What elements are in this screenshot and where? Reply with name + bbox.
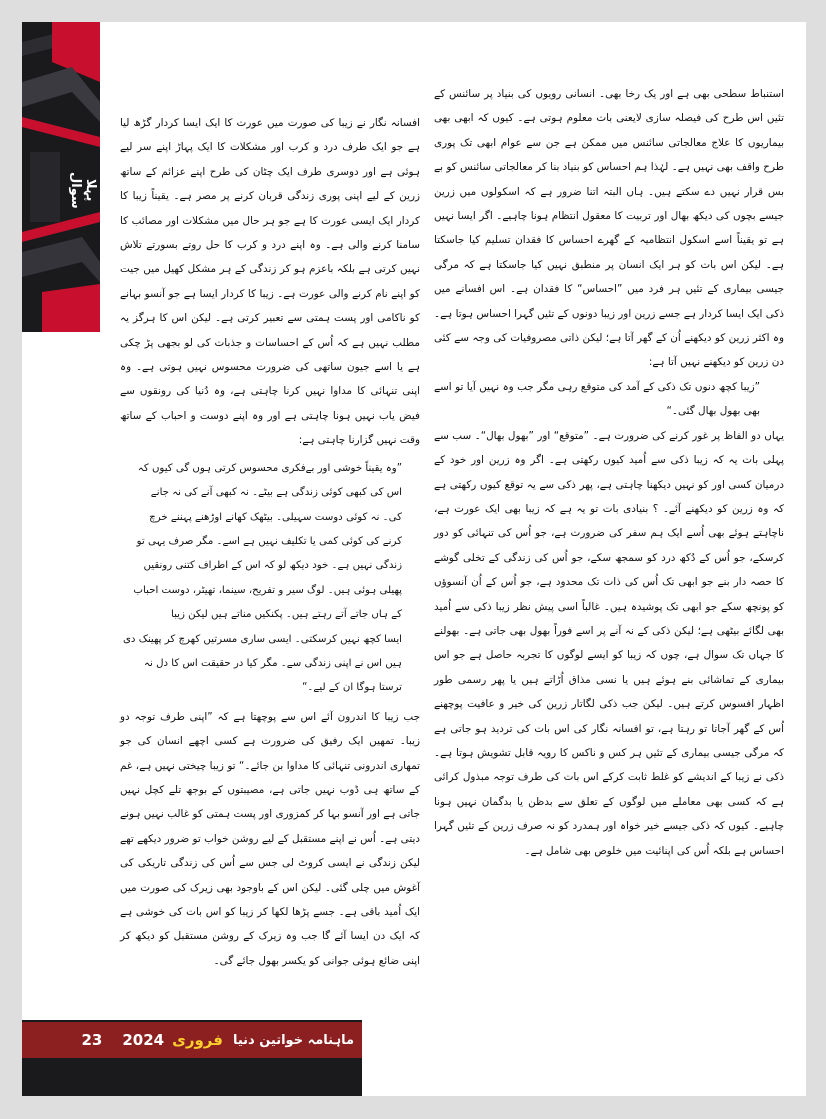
quote-line: اس کی کبھی کوئی زندگی ہے بیٹے۔ نہ کبھی آنے کی نہ جانے [150, 487, 402, 499]
right-paragraph-2: یہاں دو الفاظ پر غور کرنے کی ضرورت ہے۔ ”متوقع“ اور ”بھول بھال“۔ سب سے پہلی بات یہ کہ زیبا ذکی سے اُمید کیوں رکھتی ہے۔ اگر وہ زرین اور خود کے درمیان کسی اور کو نہیں دیکھنا چاہتی ہے، پھر ذکی سے یہ توقع کیوں رکھتی ہے کہ وہ زرین کو دیکھنے آئے۔ ؟ بنیادی بات تو یہ ہے کہ زیبا بھی ایک عورت ہے، ناچاہتے ہوئے بھی اُسے ایک ہم سفر کی ضرورت ہے، جو اُس کی تنہائی کو دور کرسکے، جو اُس کے دُکھ درد کو سمجھ سکے، جو اُس کی زندگی کے تخلی گوشے کا حصہ دار بنے جو ابھی تک اُس کی ذات تک محدود ہے، جو اُس کے اُن آنسوؤں کو پونچھ سکے جو ابھی تک پوشیدہ ہیں۔ غالباً اسی پیش نظر زیبا ذکی سے اُمید بھی لگائے بیٹھی ہے؛ لیکن ذکی کے نہ آنے پر اسے فوراً بھول بھی جاتی ہے۔ بھولنے کا جہاں تک سوال ہے، چوں کہ زیبا کو ایسے لوگوں کا تجربہ حاصل ہے جو اس بیماری کے تماشائی بنے ہوئے ہیں یا نسی مذاق اُڑاتے ہیں یا پھر رسمی طور اظہار افسوس کرتے ہیں۔ لیکن جب ذکی لگاتار زرین کی خیر و عافیت پوچھنے اُس کے گھر آجاتا تو رہتا ہے، تو افسانہ نگار کی اس بات کی تردید ہو جاتی ہے کہ مرگی جیسی بیماری کے تئیں ہر کس و ناکس کا رویہ قابل تشویش ہوتا ہے۔ ذکی نے زیبا کے اندیشے کو غلط ثابت کرکے اس بات کی طرف توجہ مبذول کرائی ہے کہ کسی بھی معاملے میں لوگوں کے تعلق سے بدظن یا بدگمان نہیں ہونا چاہیے۔ کیوں کہ ذکی جیسے خیر خواہ اور ہمدرد کو نہ صرف زرین کے تئیں گہرا احساس ہے بلکہ اُس کی اپنائیت میں خلوص بھی شامل ہے۔ [434, 429, 784, 857]
issue-year: 2024 [122, 1031, 165, 1049]
left-column [120, 111, 420, 973]
right-quote: ”زیبا کچھ دنوں تک ذکی کے آمد کی متوقع رہی مگر جب وہ نہیں آیا تو اسے بھی بھول بھال گئی۔“ [434, 380, 760, 418]
quote-line: ہیں اس نے اپنی زندگی سے۔ مگر کیا در حقیقت اس کا دل نہ [144, 657, 402, 669]
quote-line: زندگی نہیں ہے۔ خود دیکھ لو کہ اس کے اطراف کتنی رونقیں [143, 560, 402, 572]
quote-line: کے ہاں جاتے آتے رہتے ہیں۔ پکنکیں مناتے ہیں لیکن زیبا [170, 609, 402, 621]
right-paragraph-1: استنباط سطحی بھی ہے اور یک رخا بھی۔ انسانی رویوں کی بنیاد پر سائنس کے تئیں اس طرح کی فیصلہ سازی لایعنی بات معلوم ہوتی ہے۔ کیوں کہ ابھی بھی بیماریوں کا علاج معالجاتی سائنس میں ممکن ہے جن سے عوام ابھی تک پوری طرح واقف بھی نہیں ہے۔ لہٰذا ہم احساس کو بنیاد بنا کر معالجاتی سائنس کو بے بس قرار نہیں دے سکتے ہیں۔ ہاں البتہ اتنا ضرور ہے کہ اسکولوں میں زرین جیسے بچوں کی دیکھ بھال اور تربیت کا معقول انتظام ہونا چاہیے۔ اگر ایسا نہیں ہے تو یقیناً اسے اسکول انتظامیہ کے گھرے احساس کا فقدان تسلیم کیا جاسکتا ہے۔ لیکن اس بات کو ہر ایک انسان پر منطبق نہیں کیا جاسکتا ہے کہ مرگی جیسی بیماری کے تئیں ہر فرد میں ”احساس“ کا فقدان ہے۔ اس افسانے میں ذکی ایک ایسا کردار ہے جسے زرین اور زیبا دونوں کے تئیں گہرا احساس ہوتا ہے۔ وہ اکثر زرین کو دیکھنے اُن کے گھر آتا ہے؛ لیکن ذاتی مصروفیات کی وجہ سے کئی دن زرین کو دیکھنے نہیں آتا ہے: [434, 88, 784, 369]
magazine-name: ماہنامہ خواتین دنیا [232, 1032, 354, 1048]
quote-line: ترستا ہوگا ان کے لیے۔“ [302, 682, 402, 694]
quote-line: کی۔ نہ کوئی دوست سہیلی۔ بیٹھک کھانے اوڑھنے پہننے خرچ [149, 511, 402, 523]
page-footer [22, 1022, 362, 1058]
left-paragraph-outro: جب زیبا کا اندرون آئے اس سے پوچھتا ہے کہ ”اپنی طرف توجہ دو زیبا۔ تمھیں ایک رفیق کی ضرورت ہے کسی اچھے انسان کی جو تمھاری اندرونی تنہائی کا مداوا بن جائے۔“ تو زیبا چیختی نہیں ہے، غم کے ساتھ ہی ڈوب نہیں جاتی ہے، مصیبتوں کے بوجھ تلے کچل نہیں جاتی ہے اور آنسو بہا کر کمزوری اور پست ہمتی کو غالب نہیں ہونے دیتی ہے۔ اُس نے اپنے مستقبل کے لیے روشن خواب تو ضرور دیکھے تھے لیکن زندگی نے ایسی کروٹ لی جس سے اُس کی زندگی تاریکی کی آغوش میں چلی گئی۔ لیکن اس کے باوجود بھی زیرک کی صورت میں ایک اُمید باقی ہے۔ جسے پڑھا لکھا کر زیبا کو اس بات کی خوشی ہے کہ ایک دن ایسا آئے گا جب وہ زیرک کے روشن مستقبل کو دیکھ کر اپنی ضائع ہوئی جوانی کو یکسر بھول جائے گی۔ [120, 710, 420, 967]
section-label: پہلا سوال [68, 171, 98, 209]
magazine-page [22, 22, 806, 1096]
right-column [434, 82, 784, 863]
side-banner [22, 22, 100, 332]
quote-line: کرنے کی کوئی کمی یا تکلیف نہیں ہے اسے۔ مگر صرف یہی تو [136, 535, 402, 547]
quote-line: ”وہ یقیناً خوشی اور بےفکری محسوس کرتی ہوں گی کیوں کہ [137, 462, 402, 474]
left-paragraph-intro: افسانہ نگار نے زیبا کی صورت میں عورت کا ایک ایسا کردار گڑھ لیا ہے جو ایک طرف درد و کرب اور مشکلات کا ایک پہاڑ اپنے سر لیے ہوئی ہے اور دوسری طرف ایک چٹان کی طرح اپنے عزائم کے ساتھ زرین کے لیے اپنی پوری زندگی قربان کرنے پر مصر ہے۔ یقیناً زیبا کا کردار ایک ایسی عورت کا ہے جو ہر حال میں مشکلات اور مصائب کا سامنا کرنے والی ہے۔ وہ اپنے درد و کرب کا حل روتے بسورتے تلاش نہیں کرتی ہے بلکہ باعزم ہو کر زندگی کے ہر مشکل کھیل میں جیت کو اپنے نام کرنے والی عورت ہے۔ زیبا کا کردار ایسا ہے جو آنسو بہانے کو ناکامی اور پست ہمتی سے تعبیر کرتی ہے۔ لیکن اس کا ہرگز یہ مطلب نہیں ہے کہ اُس کے احساسات و جذبات کی لو بجھی پڑ چکی ہے یا اسے جیون ساتھی کی ضرورت محسوس نہیں ہوتی ہے۔ وہ اپنی تنہائی کا مداوا نہیں کرنا چاہتی ہے، وہ دُنیا کی رونقوں سے فیض یاب نہیں ہونا چاہتی ہے اور وہ اپنے دوست و احباب کے ساتھ وقت نہیں گزارنا چاہتی ہے: [120, 117, 420, 447]
quoted-passage [120, 457, 420, 701]
issue-month: فروری [172, 1031, 223, 1049]
quote-line: پھیلی ہوئی ہیں۔ لوگ سیر و تفریح، سینما، تھیٹر، دوست احباب [133, 584, 402, 596]
page-number: 23 [81, 1031, 103, 1049]
quote-line: ایسا کچھ نہیں کرسکتی۔ ایسی ساری مسرتیں کھرچ کر پھینک دی [122, 633, 402, 645]
